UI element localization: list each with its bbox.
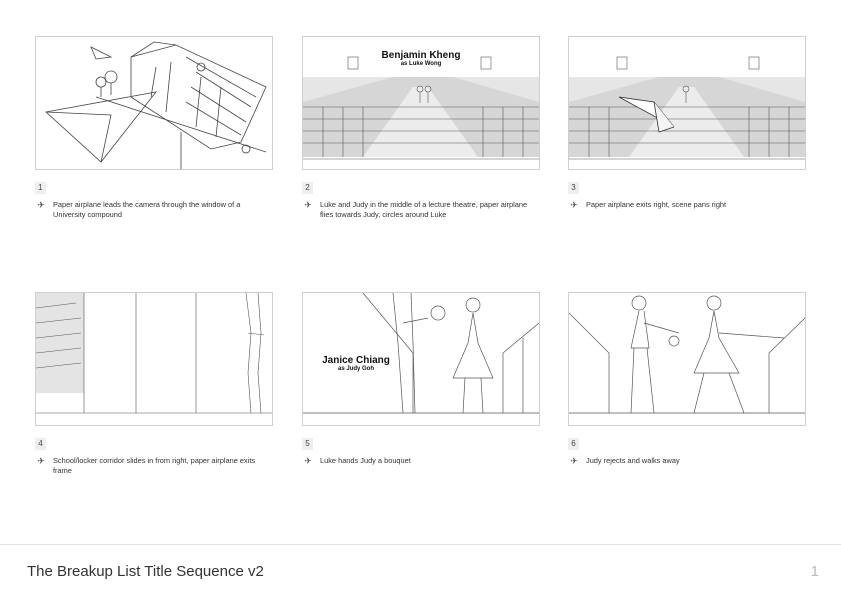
panel-1-sketch xyxy=(35,36,273,170)
actor-credit xyxy=(311,355,401,373)
camera-move-icon: ✈ xyxy=(37,200,45,210)
actor-name: Benjamin Kheng xyxy=(381,50,461,61)
actor-credit xyxy=(361,50,481,68)
page-number: 1 xyxy=(810,563,819,580)
panel-3-sketch xyxy=(568,36,806,170)
rejection-walk-away-sketch xyxy=(569,293,805,425)
actor-role: as Luke Wong xyxy=(400,61,442,67)
panel-6-sketch xyxy=(568,292,806,426)
actor-name: Janice Chiang xyxy=(322,355,390,366)
panel-number: 1 xyxy=(35,182,46,194)
camera-move-icon: ✈ xyxy=(304,456,312,466)
camera-move-icon: ✈ xyxy=(570,456,578,466)
panel-number: 6 xyxy=(568,438,579,450)
university-building-sketch xyxy=(36,37,272,169)
panel-caption-row xyxy=(568,200,806,210)
panel-caption: Luke hands Judy a bouquet xyxy=(320,456,411,465)
panel-5-sketch xyxy=(302,292,540,426)
panel-caption-row xyxy=(302,456,540,466)
panel-4-sketch xyxy=(35,292,273,426)
page-footer xyxy=(0,544,841,596)
panel-caption: Paper airplane leads the camera through the window of a University compound xyxy=(53,200,241,219)
panel-caption: Paper airplane exits right, scene pans right xyxy=(586,200,727,209)
actor-role: as Judy Goh xyxy=(337,366,374,372)
storyboard-panel-5 xyxy=(302,292,540,466)
storyboard-panel-4 xyxy=(35,292,273,476)
panel-2-sketch xyxy=(302,36,540,170)
panel-number: 4 xyxy=(35,438,46,450)
panel-caption-row xyxy=(568,456,806,466)
camera-move-icon: ✈ xyxy=(304,200,312,210)
lecture-theatre-pan-sketch xyxy=(569,37,805,169)
panel-caption-row xyxy=(35,200,273,220)
panel-number: 2 xyxy=(302,182,313,194)
storyboard-panel-3 xyxy=(568,36,806,210)
storyboard-panel-6 xyxy=(568,292,806,466)
panel-caption: Judy rejects and walks away xyxy=(586,456,680,465)
panel-number: 5 xyxy=(302,438,313,450)
storyboard-panel-1 xyxy=(35,36,273,220)
panel-caption: School/locker corridor slides in from right, paper airplane exits frame xyxy=(53,456,256,475)
panel-number: 3 xyxy=(568,182,579,194)
panel-caption: Luke and Judy in the middle of a lecture theatre, paper airplane flies towards Judy, circles around Luke xyxy=(320,200,528,219)
document-title: The Breakup List Title Sequence v2 xyxy=(27,563,264,580)
storyboard-panel-2 xyxy=(302,36,540,220)
panel-caption-row xyxy=(35,456,273,476)
camera-move-icon: ✈ xyxy=(37,456,45,466)
panel-caption-row xyxy=(302,200,540,220)
camera-move-icon: ✈ xyxy=(570,200,578,210)
corridor-sketch xyxy=(36,293,272,425)
